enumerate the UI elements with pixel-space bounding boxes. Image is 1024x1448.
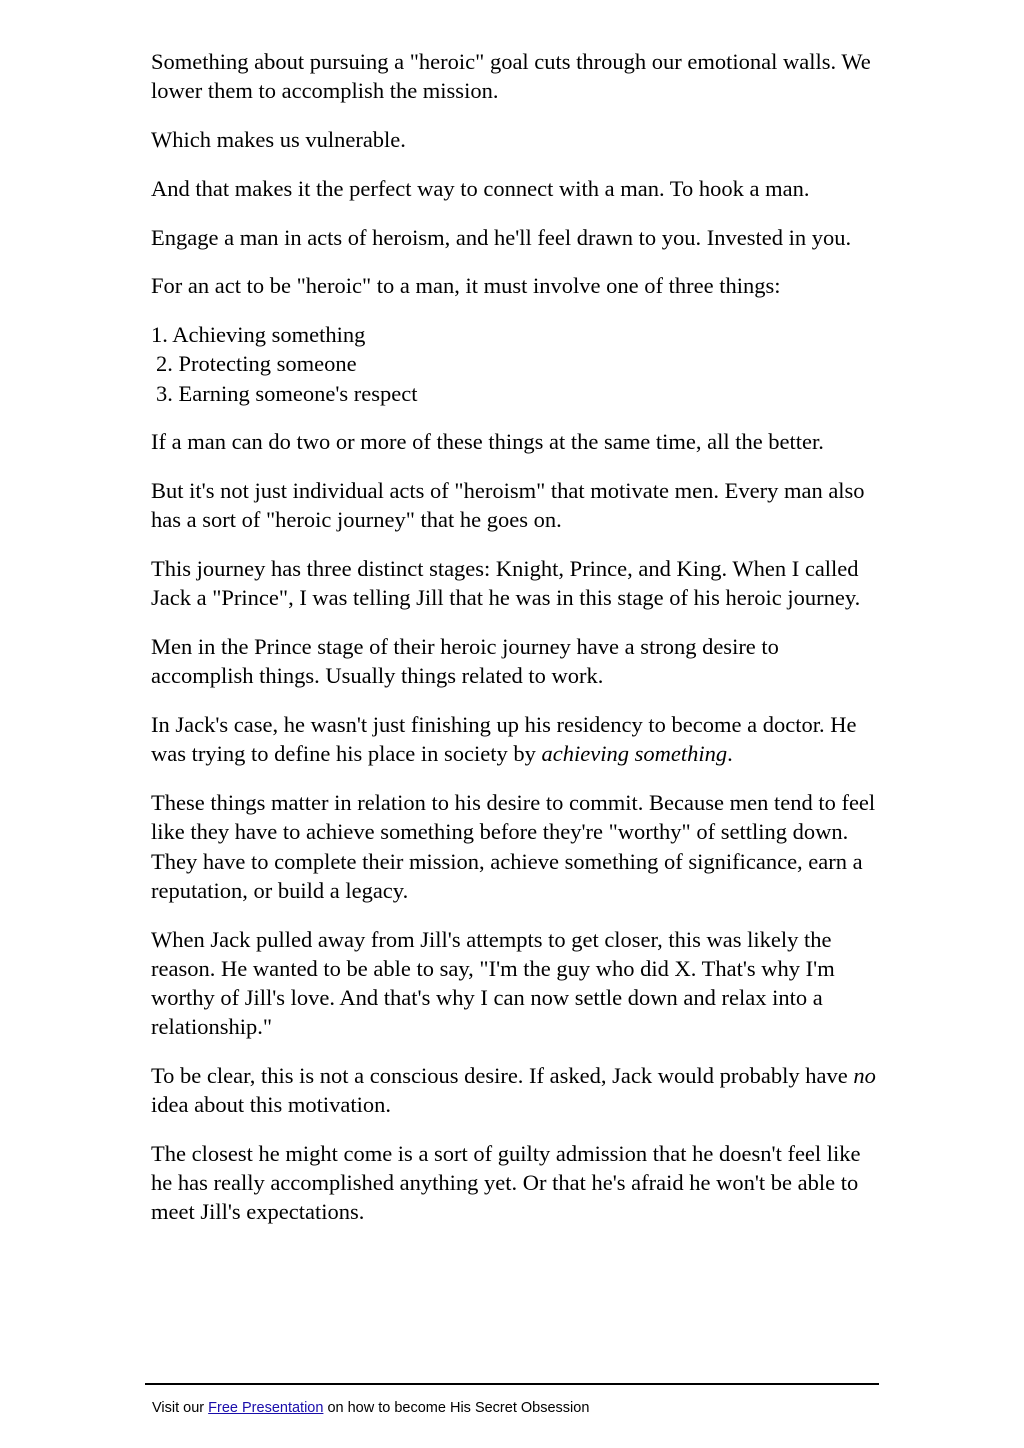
not-conscious-emphasis: no <box>853 1063 876 1088</box>
paragraph-connect: And that makes it the perfect way to connect with a man. To hook a man. <box>151 175 810 201</box>
not-conscious-end: idea about this motivation. <box>151 1092 391 1118</box>
paragraph-pulled-away: When Jack pulled away from Jill's attempts to get closer, this was likely the reason. He wanted to be able to say, "I'm the guy who did X. That's why I'm worthy of Jill's love. And that's why I can now settle down and relax into a relationship." <box>151 926 835 1040</box>
paragraph-desire-to-commit: These things matter in relation to his desire to commit. Because men tend to feel like they have to achieve something before they're "worthy" of settling down. They have to complete their mission, achieve something of significance, earn a reputation, or build a legacy. <box>151 790 876 903</box>
paragraph-prince-stage: Men in the Prince stage of their heroic journey have a strong desire to accomplish things. Usually things related to work. <box>151 634 779 689</box>
page-body <box>151 47 879 1246</box>
footer <box>152 1399 589 1417</box>
list-item: 1. Achieving something <box>151 322 366 348</box>
paragraph-two-or-more: If a man can do two or more of these things at the same time, all the better. <box>151 429 824 455</box>
list-item: 3. Earning someone's respect <box>156 380 418 406</box>
paragraph-not-conscious <box>151 1061 879 1119</box>
jacks-case-end: . <box>727 741 733 767</box>
paragraph-three-stages: This journey has three distinct stages: Knight, Prince, and King. When I called Jack a "Prince", I was telling Jill that he was in this stage of his heroic journey. <box>151 556 861 611</box>
paragraph-heroic-journey: But it's not just individual acts of "heroism" that motivate men. Every man also has a sort of "heroic journey" that he goes on. <box>151 478 865 533</box>
list-item: 2. Protecting someone <box>156 351 357 377</box>
paragraph-engage: Engage a man in acts of heroism, and he'll feel drawn to you. Invested in you. <box>151 224 852 250</box>
paragraph-guilty-admission: The closest he might come is a sort of guilty admission that he doesn't feel like he has really accomplished anything yet. Or that he's afraid he won't be able to meet Jill's expectations. <box>151 1141 861 1225</box>
paragraph-heroic-goal: Something about pursuing a "heroic" goal cuts through our emotional walls. We lower them to accomplish the mission. <box>151 49 871 104</box>
jacks-case-text: In Jack's case, he wasn't just finishing up his residency to become a doctor. He was trying to define his place in society by <box>151 712 857 767</box>
footer-prefix: Visit our <box>152 1400 209 1416</box>
jacks-case-emphasis: achieving something <box>541 741 728 767</box>
footer-suffix: on how to become His Secret Obsession <box>323 1400 590 1416</box>
paragraph-vulnerable: Which makes us vulnerable. <box>151 127 406 152</box>
not-conscious-text: To be clear, this is not a conscious desire. If asked, Jack would probably have <box>151 1063 854 1088</box>
paragraph-jacks-case <box>151 710 879 768</box>
footer-divider <box>145 1383 879 1385</box>
paragraph-three-things-intro: For an act to be "heroic" to a man, it must involve one of three things: <box>151 273 781 299</box>
heroic-list <box>151 320 879 408</box>
free-presentation-link[interactable]: Free Presentation <box>208 1400 324 1416</box>
